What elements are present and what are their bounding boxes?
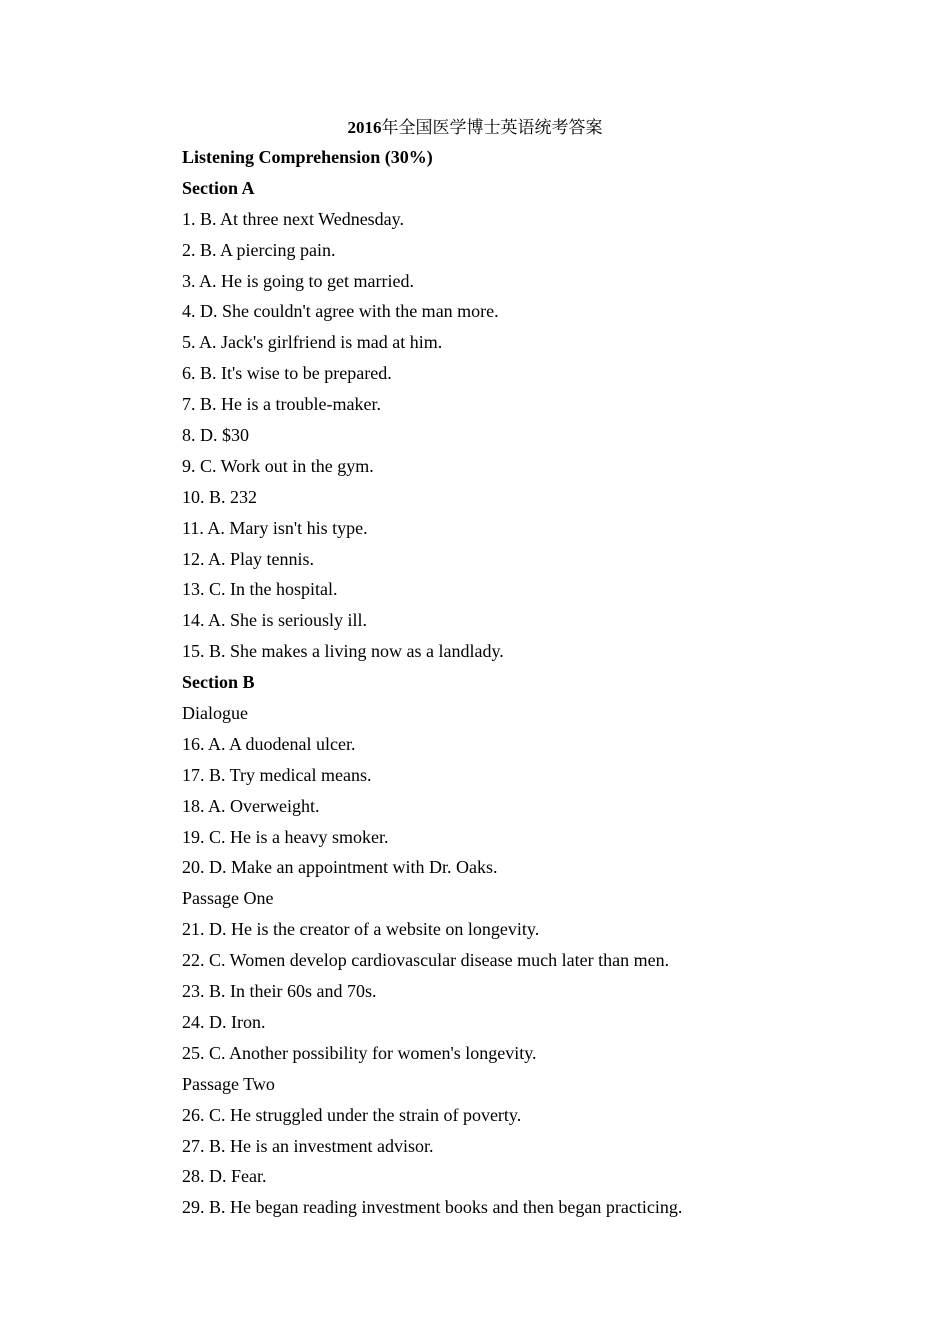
- dialogue-label: Dialogue: [182, 703, 248, 724]
- answer-item-17: 17. B. Try medical means.: [182, 764, 372, 785]
- answer-item-24: 24. D. Iron.: [182, 1011, 266, 1032]
- answer-item-9: 9. C. Work out in the gym.: [182, 455, 374, 476]
- answer-item-22: 22. C. Women develop cardiovascular disease much later than men.: [182, 950, 670, 971]
- answer-item-7: 7. B. He is a trouble-maker.: [182, 394, 381, 415]
- answer-item-2: 2. B. A piercing pain.: [182, 239, 336, 260]
- answer-item-1: 1. B. At three next Wednesday.: [182, 208, 405, 229]
- answer-item-26: 26. C. He struggled under the strain of poverty.: [182, 1104, 522, 1125]
- answer-item-19: 19. C. He is a heavy smoker.: [182, 826, 389, 847]
- answer-item-21: 21. D. He is the creator of a website on longevity.: [182, 919, 540, 940]
- title-year: 2016: [347, 118, 382, 137]
- answer-item-27: 27. B. He is an investment advisor.: [182, 1135, 434, 1156]
- section-b-label: Section B: [182, 672, 255, 693]
- answer-item-12: 12. A. Play tennis.: [182, 548, 315, 569]
- answer-item-8: 8. D. $30: [182, 425, 249, 446]
- document-title: [0, 117, 950, 139]
- answer-item-14: 14. A. She is seriously ill.: [182, 610, 368, 631]
- answer-item-4: 4. D. She couldn't agree with the man more.: [182, 301, 499, 322]
- answer-item-25: 25. C. Another possibility for women's longevity.: [182, 1042, 537, 1063]
- section-a-label: Section A: [182, 177, 255, 198]
- title-text: 年全国医学博士英语统考答案: [381, 118, 603, 137]
- passage-two-label: Passage Two: [182, 1073, 275, 1094]
- answer-item-5: 5. A. Jack's girlfriend is mad at him.: [182, 332, 443, 353]
- answer-item-11: 11. A. Mary isn't his type.: [182, 517, 368, 538]
- answer-list: [182, 146, 882, 1227]
- answer-item-29: 29. B. He began reading investment books and then began practicing.: [182, 1197, 683, 1218]
- answer-item-15: 15. B. She makes a living now as a landlady.: [182, 641, 504, 662]
- answer-item-28: 28. D. Fear.: [182, 1166, 267, 1187]
- listening-heading: Listening Comprehension (30%): [182, 147, 433, 167]
- answer-item-10: 10. B. 232: [182, 486, 258, 507]
- passage-one-label: Passage One: [182, 888, 274, 909]
- answer-item-16: 16. A. A duodenal ulcer.: [182, 733, 356, 754]
- answer-item-20: 20. D. Make an appointment with Dr. Oaks.: [182, 857, 498, 878]
- answer-item-6: 6. B. It's wise to be prepared.: [182, 363, 392, 384]
- answer-item-23: 23. B. In their 60s and 70s.: [182, 981, 377, 1002]
- answer-item-18: 18. A. Overweight.: [182, 795, 320, 816]
- answer-item-3: 3. A. He is going to get married.: [182, 270, 414, 291]
- answer-item-13: 13. C. In the hospital.: [182, 579, 338, 600]
